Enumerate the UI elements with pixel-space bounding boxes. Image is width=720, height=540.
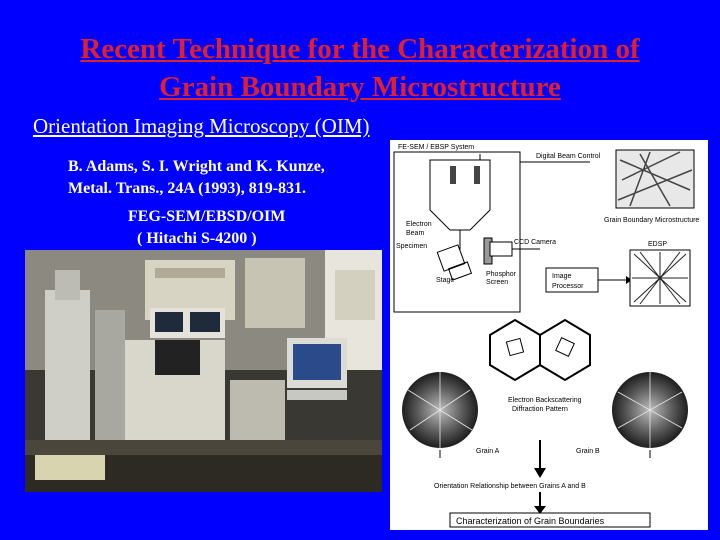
reference-citation — [68, 156, 325, 200]
grain-boundary-label: Grain Boundary Microstructure — [604, 217, 700, 224]
electron-beam-label-2: Beam — [406, 230, 425, 237]
reference-line-1: B. Adams, S. I. Wright and K. Kunze, — [68, 158, 325, 175]
grain-b-label: Grain B — [576, 448, 600, 455]
characterization-label: Characterization of Grain Boundaries — [456, 516, 605, 526]
stage-label: Stage — [436, 277, 455, 284]
ebsd-label-2: Diffraction Pattern — [512, 406, 568, 413]
oim-schematic — [390, 140, 708, 530]
equipment-line-2: ( Hitachi S-4200 ) — [137, 230, 257, 247]
equipment-label — [128, 206, 285, 250]
lab-photo-drawing — [25, 250, 382, 492]
phosphor-label-1: Phosphor — [486, 271, 516, 278]
electron-beam-label-1: Electron — [406, 221, 432, 228]
title-line-1: Recent Technique for the Characterization of — [80, 33, 640, 65]
ccd-camera-label: CCD Camera — [514, 239, 557, 246]
system-label: FE-SEM / EBSP System — [398, 144, 475, 151]
specimen-label: Specimen — [396, 243, 428, 250]
image-processor-label-1: Image — [552, 273, 572, 280]
edsp-label: EDSP — [648, 241, 668, 248]
lab-photo — [25, 250, 382, 492]
slide-title — [0, 30, 720, 106]
title-line-2: Grain Boundary Microstructure — [159, 71, 561, 103]
grain-a-label: Grain A — [476, 448, 500, 455]
phosphor-label-2: Screen — [486, 279, 509, 286]
orientation-relationship-label: Orientation Relationship between Grains A and B — [434, 483, 586, 490]
ebsd-label-1: Electron Backscattering — [508, 397, 582, 404]
image-processor-label-2: Processor — [552, 283, 584, 290]
digital-beam-control-label: Digital Beam Control — [536, 153, 601, 160]
slide-subtitle: Orientation Imaging Microscopy (OIM) — [33, 114, 370, 138]
oim-schematic-drawing — [390, 140, 708, 530]
equipment-line-1: FEG-SEM/EBSD/OIM — [128, 208, 286, 225]
reference-line-2: Metal. Trans., 24A (1993), 819-831. — [68, 180, 307, 197]
